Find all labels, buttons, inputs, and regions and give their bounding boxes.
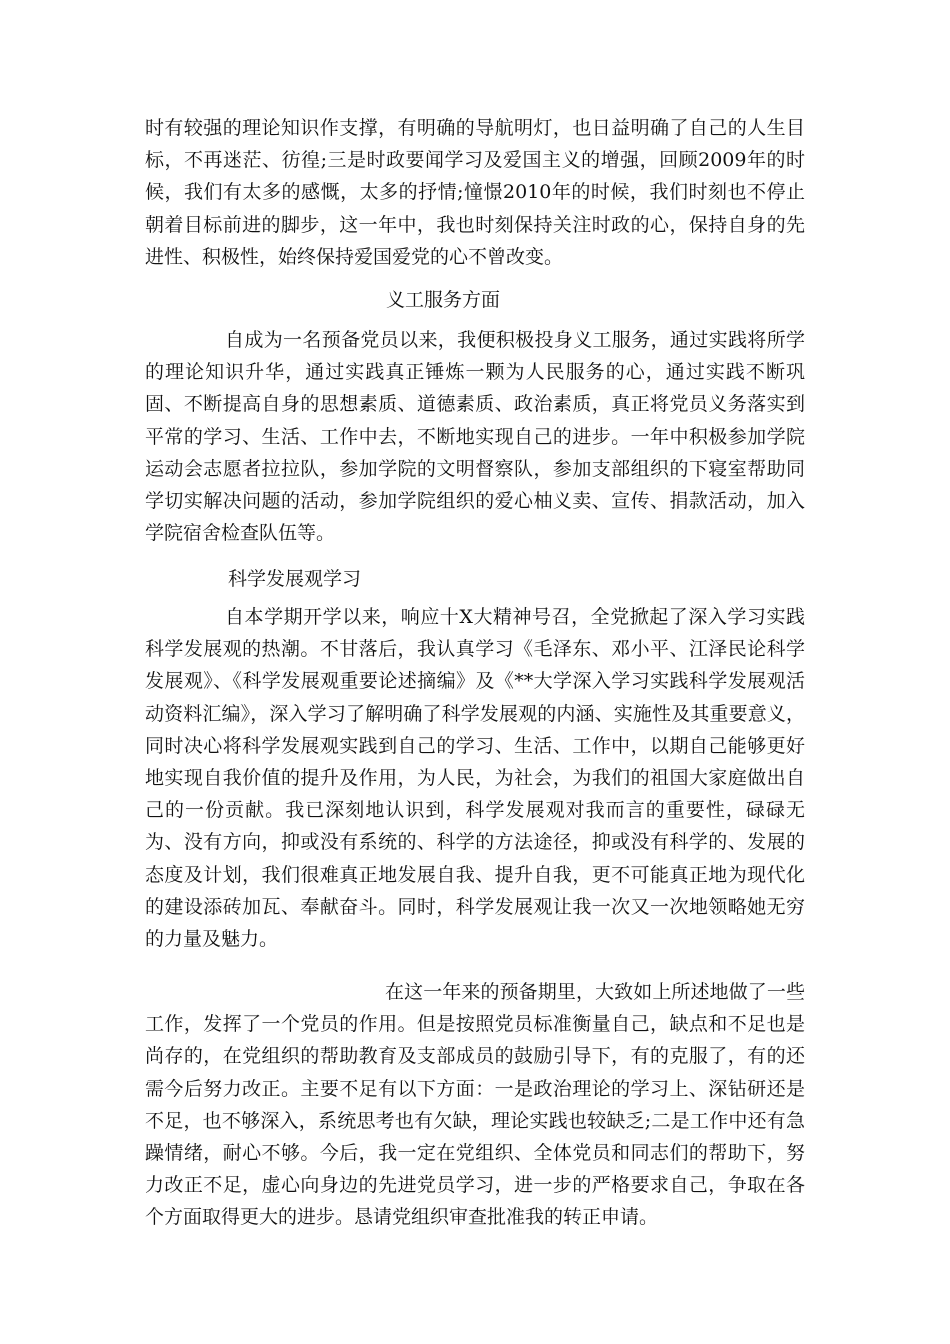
paragraph-summary: 在这一年来的预备期里，大致如上所述地做了一些工作，发挥了一个党员的作用。但是按照党员标准衡量自己，缺点和不足也是尚存的，在党组织的帮助教育及支部成员的鼓励引导下，有的克服了，有的还需今后努力改正。主要不足有以下方面：一是政治理论的学习上、深钻研还是不足，也不够深入，系统思考也有欠缺，理论实践也较缺乏;二是工作中还有急躁情绪，耐心不够。今后，我一定在党组织、全体党员和同志们的帮助下，努力改正不足，虚心向身边的先进党员学习，进一步的严格要求自己，争取在各个方面取得更大的进步。恳请党组织审查批准我的转正申请。 (145, 981, 805, 1229)
paragraph-volunteer-service: 自成为一名预备党员以来，我便积极投身义工服务，通过实践将所学的理论知识升华，通过实践真正锤炼一颗为人民服务的心，通过实践不断巩固、不断提高自身的思想素质、道德素质、政治素质，真正将党员义务落实到平常的学习、生活、工作中去，不断地实现自己的进步。一年中积极参加学院运动会志愿者拉拉队，参加学院的文明督察队，参加支部组织的下寝室帮助同学切实解决问题的活动，参加学院组织的爱心柚义卖、宣传、捐款活动，加入学院宿舍检查队伍等。 (145, 329, 805, 545)
paragraph-intro: 时有较强的理论知识作支撑，有明确的导航明灯，也日益明确了自己的人生目标，不再迷茫、彷徨;三是时政要闻学习及爱国主义的增强，回顾2009年的时候，我们有太多的感慨，太多的抒情;憧憬2010年的时候，我们时刻也不停止朝着目标前进的脚步，这一年中，我也时刻保持关注时政的心，保持自身的先进性、积极性，始终保持爱国爱党的心不曾改变。 (145, 117, 805, 268)
heading-scientific-development: 科学发展观学习 (228, 568, 362, 590)
heading-volunteer-service: 义工服务方面 (386, 289, 501, 311)
paragraph-scientific-development: 自本学期开学以来，响应十X大精神号召，全党掀起了深入学习实践科学发展观的热潮。不甘落后，我认真学习《毛泽东、邓小平、江泽民论科学发展观》、《科学发展观重要论述摘编》及《**大学深入学习实践科学发展观活动资料汇编》，深入学习了解明确了科学发展观的内涵、实施性及其重要意义，同时决心将科学发展观实践到自己的学习、生活、工作中，以期自己能够更好地实现自我价值的提升及作用，为人民，为社会，为我们的祖国大家庭做出自己的一份贡献。我已深刻地认识到，科学发展观对我而言的重要性，碌碌无为、没有方向，抑或没有系统的、科学的方法途径，抑或没有科学的、发展的态度及计划，我们很难真正地发展自我、提升自我，更不可能真正地为现代化的建设添砖加瓦、奉献奋斗。同时，科学发展观让我一次又一次地领略她无穷的力量及魅力。 (145, 606, 805, 951)
